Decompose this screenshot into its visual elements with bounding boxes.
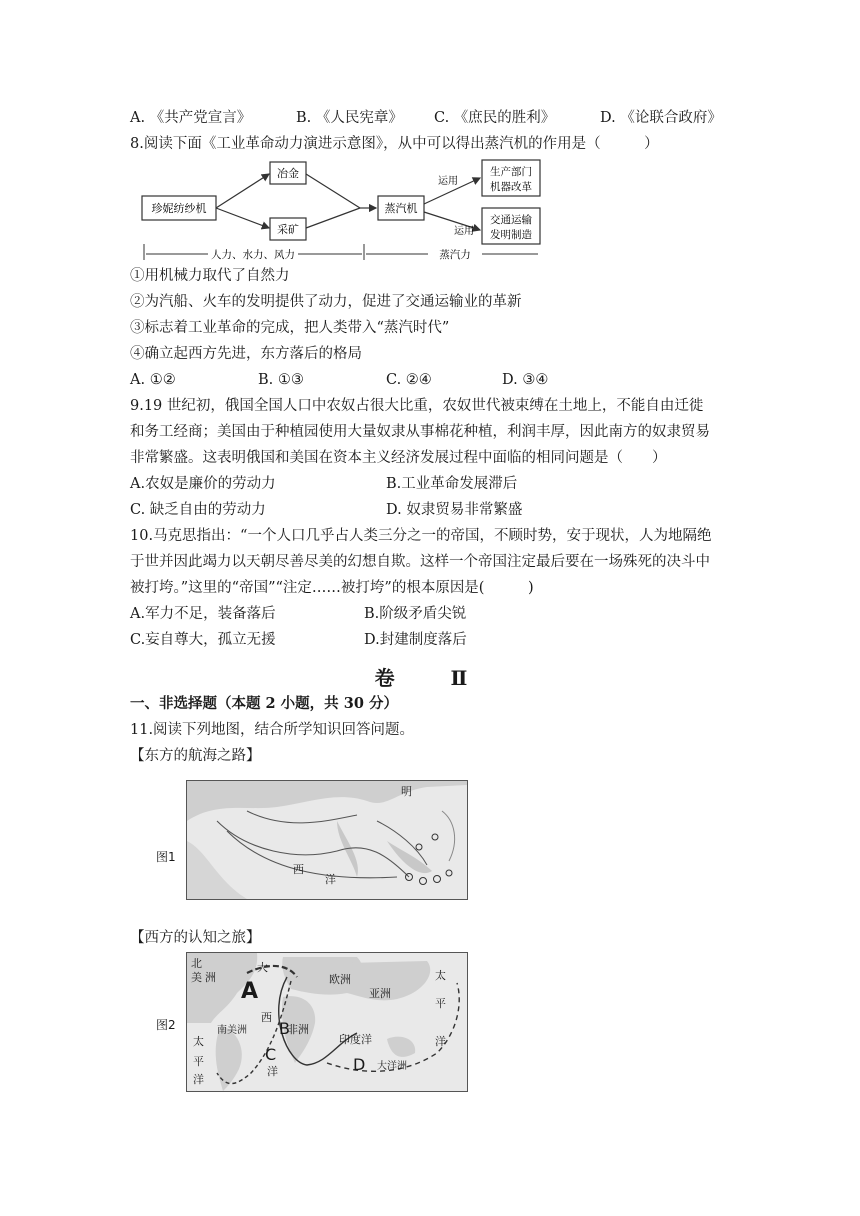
q10-line-1: 10.马克思指出：“一个人口几乎占人类三分之一的帝国，不顾时势，安于现状，人为地隔绝 [130, 528, 712, 544]
q9-line-3: 非常繁盛。这表明俄国和美国在资本主义经济发展过程中面临的相同问题是（ ） [130, 450, 667, 466]
q8-stem: 8.阅读下面《工业革命动力演进示意图》，从中可以得出蒸汽机的作用是（ ） [130, 136, 659, 152]
map2-label-2: 洲 [205, 971, 216, 984]
section-heading: 一、非选择题（本题 2 小题，共 30 分） [130, 695, 398, 712]
map2-label-6: 太 [435, 969, 446, 982]
diagram-power-right: 蒸汽力 [439, 249, 471, 261]
q10-option-b: B.阶级矛盾尖锐 [364, 606, 467, 622]
diagram-start-label: 珍妮纺纱机 [151, 202, 207, 215]
q10-line-3: 被打垮。”这里的“帝国”“注定……被打垮”的根本原因是( ) [130, 580, 534, 596]
diagram-mid-top-label: 冶金 [277, 167, 299, 180]
map1-fig-label: 图1 [156, 850, 176, 864]
map2-label-7: 平 [435, 997, 446, 1010]
diagram-apply-top: 运用 [438, 176, 458, 187]
diagram-out-bottom-2: 发明制造 [490, 229, 532, 241]
diagram-out-bottom-1: 交通运输 [490, 214, 532, 226]
q7-option-a: A. 《共产党宣言》 [130, 110, 252, 126]
map1-label-yang: 洋 [325, 873, 336, 886]
q9-option-b: B.工业革命发展滞后 [386, 476, 518, 492]
q8-item-4: ④确立起西方先进，东方落后的格局 [130, 346, 362, 362]
map2-label-12: 大洋洲 [377, 1061, 407, 1072]
q10-option-d: D.封建制度落后 [364, 632, 467, 648]
map2-label-11: 印度洋 [339, 1033, 372, 1046]
map2-route-a: A [241, 979, 259, 1004]
map2-label-15: 洋 [193, 1073, 204, 1086]
map2-label-10: 非洲 [287, 1023, 309, 1036]
q9-option-a: A.农奴是廉价的劳动力 [130, 476, 276, 492]
map-eastern-voyage [186, 780, 468, 900]
q8-item-3: ③标志着工业革命的完成，把人类带入“蒸汽时代” [130, 320, 450, 336]
q9-line-1: 9.19 世纪初，俄国全国人口中农奴占很大比重，农奴世代被束缚在土地上，不能自由迁徙 [130, 398, 704, 414]
q10-line-2: 于世并因此竭力以天朝尽善尽美的幻想自欺。这样一个帝国注定最后要在一场殊死的决斗中 [130, 554, 710, 570]
q8-option-b: B. ①③ [258, 372, 304, 388]
q9-option-d: D. 奴隶贸易非常繁盛 [386, 502, 523, 518]
map2-label-8: 洋 [435, 1035, 446, 1048]
map1-title: 【东方的航海之路】 [130, 748, 261, 764]
q11-stem: 11.阅读下列地图，结合所学知识回答问题。 [130, 722, 415, 738]
q8-option-d: D. ③④ [502, 372, 549, 388]
q9-option-c: C. 缺乏自由的劳动力 [130, 502, 266, 518]
map2-label-5: 亚洲 [369, 987, 391, 1000]
q8-option-a: A. ①② [130, 372, 176, 388]
q8-option-c: C. ②④ [386, 372, 432, 388]
diagram-mid-bottom-label: 采矿 [277, 223, 299, 236]
map1-label-xi: 西 [293, 863, 304, 876]
map1-label-ming: 明 [401, 785, 412, 798]
diagram-out-top-2: 机器改革 [490, 181, 532, 193]
diagram-power-left: 人力、水力、风力 [211, 249, 295, 261]
map2-route-d: D [353, 1055, 366, 1074]
q8-item-1: ①用机械力取代了自然力 [130, 268, 290, 284]
q10-option-a: A.军力不足，装备落后 [130, 606, 276, 622]
q8-item-2: ②为汽船、火车的发明提供了动力，促进了交通运输业的革新 [130, 294, 522, 310]
map-western-exploration [186, 952, 468, 1092]
map2-label-0: 北 [191, 957, 202, 970]
diagram-out-top-1: 生产部门 [490, 166, 532, 178]
map2-label-14: 平 [193, 1055, 204, 1068]
industrial-power-diagram [138, 156, 544, 264]
diagram-apply-bottom: 运用 [454, 226, 474, 237]
diagram-engine-label: 蒸汽机 [384, 202, 418, 215]
map2-fig-label: 图2 [156, 1018, 176, 1032]
map2-title: 【西方的认知之旅】 [130, 930, 261, 946]
q7-option-c: C. 《庶民的胜利》 [434, 110, 556, 126]
map2-route-b: B [279, 1019, 290, 1038]
q10-option-c: C.妄自尊大，孤立无援 [130, 632, 276, 648]
section-title: 卷 Ⅱ [374, 666, 486, 690]
map2-label-9: 南美洲 [217, 1025, 247, 1036]
q7-option-b: B. 《人民宪章》 [296, 110, 403, 126]
q7-option-d: D. 《论联合政府》 [600, 110, 722, 126]
map2-label-4: 欧洲 [329, 973, 351, 986]
q9-line-2: 和务工经商；美国由于种植园使用大量奴隶从事棉花种植，利润丰厚，因此南方的奴隶贸易 [130, 424, 710, 440]
map2-label-1: 美 [191, 971, 202, 984]
map2-label-3: 大 [257, 961, 268, 974]
map2-label-13: 太 [193, 1035, 204, 1048]
map2-label-16: 西 [261, 1011, 272, 1024]
map2-label-17: 洋 [267, 1065, 278, 1078]
map2-route-c: C [265, 1045, 277, 1064]
